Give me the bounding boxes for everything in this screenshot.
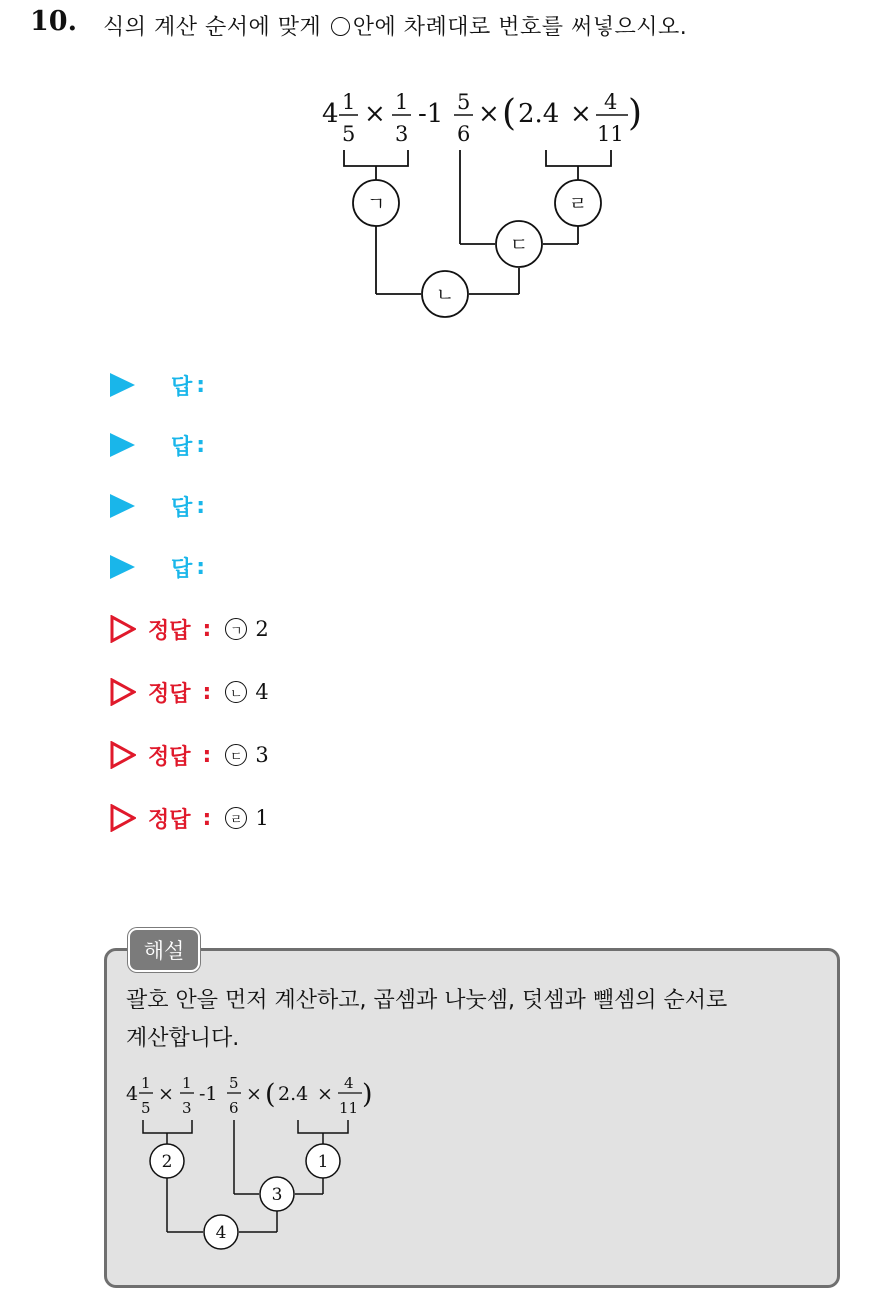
- answer-key-value: 2: [255, 617, 269, 641]
- expr-num1: 1: [342, 90, 356, 114]
- answer-key-row-1: [110, 614, 269, 644]
- explanation-tab: 해설: [128, 928, 200, 972]
- answer-key-label: 정답: [148, 681, 191, 707]
- answer-key-symbol: ㄹ: [225, 807, 247, 829]
- answer-row-3[interactable]: [110, 491, 205, 521]
- expr-den1: 5: [342, 122, 356, 146]
- exp-times3: ×: [317, 1083, 333, 1105]
- expr-times2: ×: [478, 99, 500, 129]
- question-text-after: 안에 차례대로 번호를 써넣으시오.: [352, 15, 688, 40]
- answer-key-label: 정답: [148, 618, 191, 644]
- answer-key-arrow-icon: [110, 615, 136, 643]
- answer-key-row-4: [110, 803, 269, 833]
- order-label-c: ㄷ: [509, 234, 529, 256]
- expression-diagram: [300, 80, 660, 330]
- exp-num4: 4: [344, 1074, 354, 1092]
- answer-key-label: 정답: [148, 744, 191, 770]
- answer-arrow-icon: [110, 373, 135, 397]
- answer-row-4[interactable]: [110, 552, 205, 582]
- expr-minus-1: -1: [418, 99, 444, 129]
- answer-key-colon: :: [202, 679, 212, 705]
- answer-key-colon: :: [202, 742, 212, 768]
- expr-num3: 5: [457, 90, 471, 114]
- answer-key-symbol: ㄱ: [225, 618, 247, 640]
- exp-num2: 1: [182, 1074, 192, 1092]
- question-text-before: 식의 계산 순서에 맞게: [103, 15, 322, 40]
- order-label-b: ㄴ: [435, 284, 455, 306]
- answer-key-arrow-icon: [110, 678, 136, 706]
- answer-colon: :: [196, 493, 206, 519]
- answer-key-row-2: [110, 677, 269, 707]
- exp-times2: ×: [246, 1083, 262, 1105]
- explanation-diagram: [112, 1065, 382, 1255]
- order-label-a: ㄱ: [366, 193, 386, 215]
- exp-order-label-b: 4: [215, 1223, 227, 1243]
- answer-key-colon: :: [202, 616, 212, 642]
- explanation-text: [126, 982, 826, 1058]
- exp-num3: 5: [229, 1074, 239, 1092]
- exp-den2: 3: [182, 1099, 192, 1117]
- blank-circle-icon: [331, 17, 350, 36]
- answer-key-value: 3: [255, 743, 269, 767]
- exp-den3: 6: [229, 1099, 239, 1117]
- exp-minus-1: -1: [199, 1083, 218, 1105]
- answer-label: 답: [171, 374, 193, 400]
- order-label-d: ㄹ: [568, 193, 588, 215]
- exp-order-label-d: 1: [317, 1152, 329, 1172]
- answer-colon: :: [196, 432, 206, 458]
- exp-den1: 5: [141, 1099, 151, 1117]
- answer-row-2[interactable]: [110, 430, 205, 460]
- expr-den3: 6: [457, 122, 471, 146]
- exp-times1: ×: [158, 1083, 174, 1105]
- answer-label: 답: [171, 434, 193, 460]
- answer-colon: :: [196, 372, 206, 398]
- answer-key-row-3: [110, 740, 269, 770]
- answer-key-value: 1: [255, 806, 269, 830]
- answer-arrow-icon: [110, 494, 135, 518]
- answer-key-colon: :: [202, 805, 212, 831]
- answer-row-1[interactable]: [110, 370, 205, 400]
- exp-rparen: ): [362, 1079, 373, 1110]
- explanation-line-1: 괄호 안을 먼저 계산하고, 곱셈과 나눗셈, 덧셈과 뺄셈의 순서로: [126, 988, 728, 1013]
- exp-whole-4: 4: [126, 1083, 139, 1105]
- answer-arrow-icon: [110, 555, 135, 579]
- expr-num4: 4: [604, 90, 618, 114]
- expr-num2: 1: [395, 90, 409, 114]
- answer-label: 답: [171, 556, 193, 582]
- question-number: 10.: [30, 6, 77, 37]
- exp-num1: 1: [141, 1074, 151, 1092]
- expr-times3: ×: [570, 99, 592, 129]
- explanation-line-2: 계산합니다.: [126, 1026, 240, 1051]
- answer-label: 답: [171, 495, 193, 521]
- answer-key-label: 정답: [148, 807, 191, 833]
- answer-key-arrow-icon: [110, 804, 136, 832]
- expr-decimal: 2.4: [518, 99, 560, 129]
- exp-order-label-c: 3: [271, 1185, 283, 1205]
- answer-arrow-icon: [110, 433, 135, 457]
- expr-den2: 3: [395, 122, 409, 146]
- exp-order-label-a: 2: [161, 1152, 173, 1172]
- expr-lparen: (: [502, 93, 517, 134]
- answer-key-value: 4: [255, 680, 269, 704]
- expr-whole-4: 4: [322, 99, 339, 129]
- exp-den4: 11: [339, 1099, 359, 1117]
- expr-den4: 11: [597, 122, 624, 146]
- answer-key-arrow-icon: [110, 741, 136, 769]
- answer-key-symbol: ㄷ: [225, 744, 247, 766]
- expr-rparen: ): [628, 93, 643, 134]
- answer-colon: :: [196, 554, 206, 580]
- exp-lparen: (: [265, 1079, 276, 1110]
- exp-decimal: 2.4: [278, 1083, 309, 1105]
- expr-times1: ×: [364, 99, 386, 129]
- answer-key-symbol: ㄴ: [225, 681, 247, 703]
- question-text: [103, 10, 687, 41]
